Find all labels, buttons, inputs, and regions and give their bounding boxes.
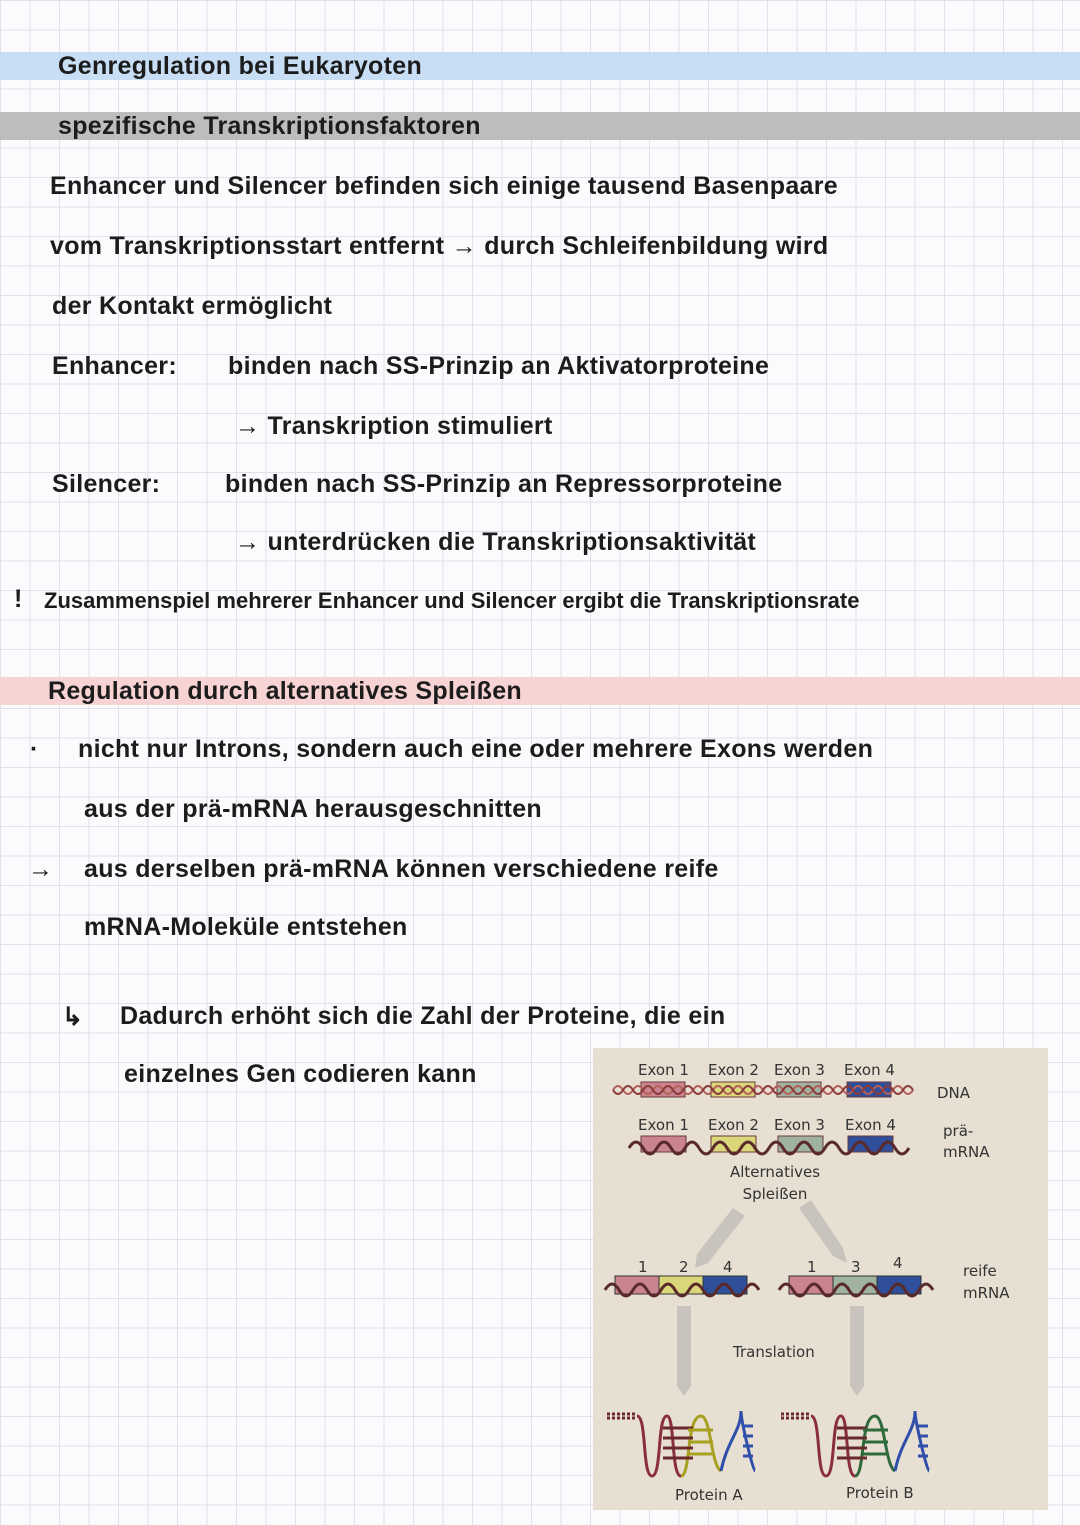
exon-number: 1 [807,1258,817,1276]
mature-label: reife [963,1262,997,1280]
mature-label: mRNA [963,1284,1010,1302]
text-line: aus der prä-mRNA herausgeschnitten [84,795,542,823]
exon-number: 4 [723,1258,733,1276]
dna-label: DNA [937,1084,971,1102]
exon-number: 4 [893,1254,903,1272]
enhancer-text: binden nach SS-Prinzip an Aktivatorproteine [228,352,770,380]
protein-b-icon [781,1411,929,1476]
exon-label: Exon 2 [708,1116,759,1134]
protein-a-icon [607,1411,755,1476]
splice-arrow-right [799,1200,847,1263]
protein-a-label: Protein A [675,1486,743,1504]
pre-mrna-label: mRNA [943,1143,990,1161]
page-title: Genregulation bei Eukaryoten [58,52,423,80]
section-heading: spezifische Transkriptionsfaktoren [58,112,481,140]
text-line: mRNA-Moleküle entstehen [84,913,408,941]
translation-arrow-b [850,1306,864,1396]
exon-label: Exon 2 [708,1061,759,1079]
silencer-result: → unterdrücken die Transkriptionsaktivität [235,528,757,556]
exon-number: 3 [851,1258,861,1276]
text-line: aus derselben prä-mRNA können verschiedene reife [84,855,719,883]
note-text: Zusammenspiel mehrerer Enhancer und Silencer ergibt die Transkriptionsrate [44,588,860,613]
bullet: · [30,735,39,763]
exon-label: Exon 3 [774,1116,825,1134]
exon-label: Exon 4 [844,1061,895,1079]
text-line: einzelnes Gen codieren kann [124,1060,477,1088]
exon-label: Exon 4 [845,1116,896,1134]
enhancer-result: → Transkription stimuliert [235,412,553,440]
silencer-text: binden nach SS-Prinzip an Repressorproteine [225,470,783,498]
translation-arrow-a [677,1306,691,1396]
pre-mrna-label: prä- [943,1122,974,1140]
arrow: → [28,855,54,883]
exon-label: Exon 1 [638,1116,689,1134]
text-line: der Kontakt ermöglicht [52,292,333,320]
exon-label: Exon 3 [774,1061,825,1079]
text-line: nicht nur Introns, sondern auch eine oder mehrere Exons werden [78,735,874,763]
text-line: Enhancer und Silencer befinden sich einige tausend Basenpaare [50,172,838,200]
splicing-label: Spleißen [742,1185,808,1203]
note-mark: ! [14,585,23,613]
hook-arrow: ↳ [62,1003,84,1031]
text-line: vom Transkriptionsstart entfernt → durch Schleifenbildung wird [50,232,829,260]
mature-mrna-a [605,1276,759,1296]
protein-b-label: Protein B [846,1484,914,1502]
exon-label: Exon 1 [638,1061,689,1079]
translation-label: Translation [733,1343,815,1361]
splicing-label: Alternatives [729,1163,821,1181]
mature-mrna-b [779,1276,933,1296]
dna-strand [613,1082,913,1097]
text-line: Dadurch erhöht sich die Zahl der Proteine, die ein [120,1002,726,1030]
splice-arrow-left [695,1208,745,1268]
silencer-label: Silencer: [52,470,161,498]
exon-number: 2 [679,1258,689,1276]
enhancer-label: Enhancer: [52,352,177,380]
exon-number: 1 [638,1258,648,1276]
section-heading: Regulation durch alternatives Spleißen [48,677,522,705]
alternative-splicing-figure [593,1048,1048,1510]
pre-mrna-strand [629,1136,909,1154]
